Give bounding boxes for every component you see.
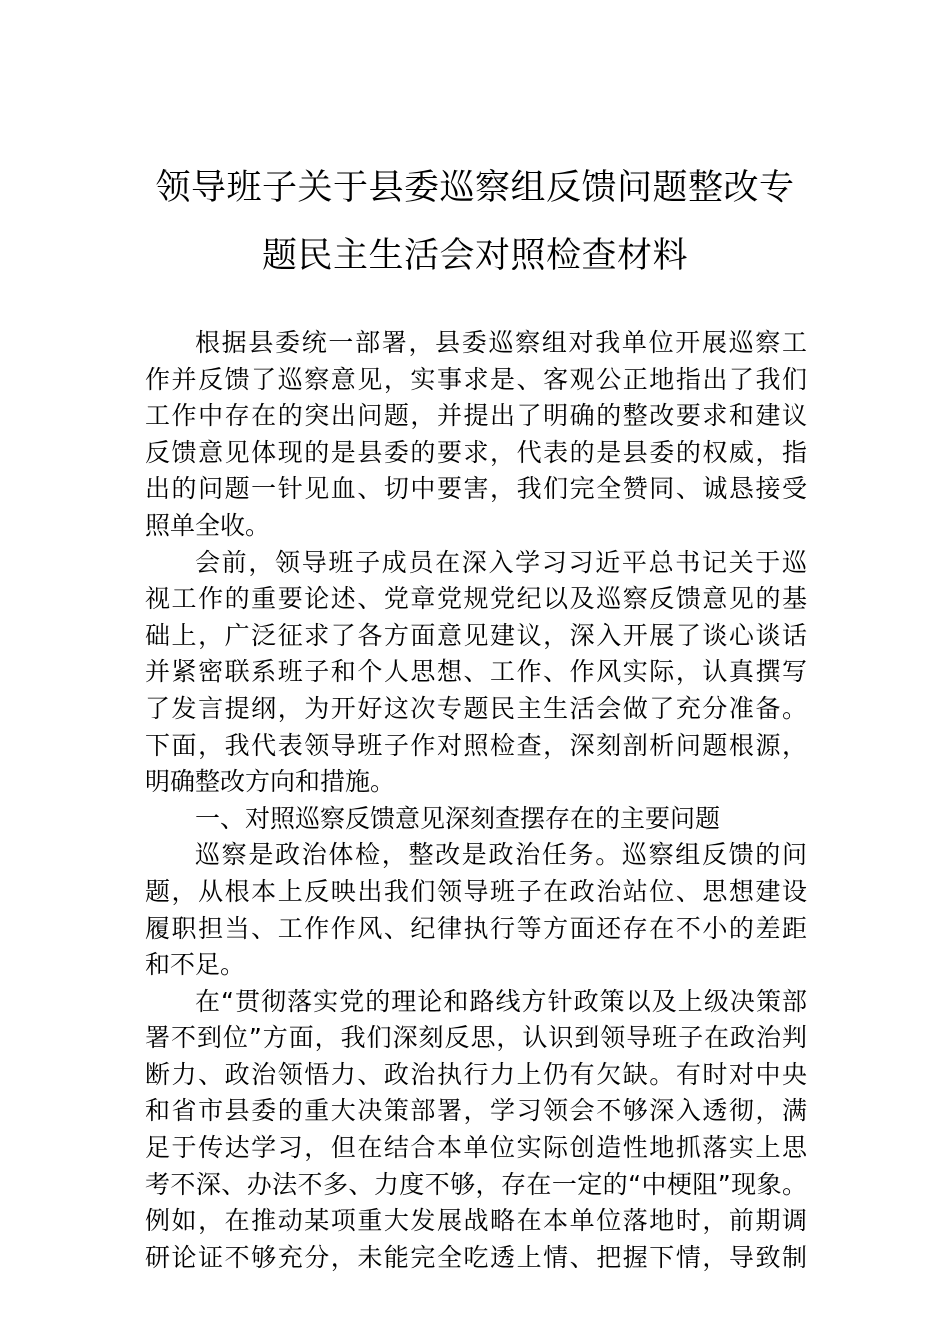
body-text-line: 会前，领导班子成员在深入学习习近平总书记关于巡 [195, 547, 807, 577]
document-title-line-1: 领导班子关于县委巡察组反馈问题整改专 [155, 168, 795, 208]
document-title-line-2: 题民主生活会对照检查材料 [261, 236, 688, 276]
body-text-line: 研论证不够充分，未能完全吃透上情、把握下情，导致制 [145, 1242, 807, 1272]
body-text-line: 照单全收。 [145, 510, 271, 540]
body-text-line: 署不到位”方面，我们深刻反思，认识到领导班子在政治判 [145, 1023, 807, 1053]
body-text-line: 例如，在推动某项重大发展战略在本单位落地时，前期调 [145, 1206, 807, 1236]
body-text-line: 视工作的重要论述、党章党规党纪以及巡察反馈意见的基 [145, 584, 807, 614]
document-body [145, 325, 807, 1276]
body-text-line: 考不深、办法不多、力度不够，存在一定的“中梗阻”现象。 [145, 1169, 807, 1199]
body-text-line: 下面，我代表领导班子作对照检查，深刻剖析问题根源， [145, 730, 807, 760]
body-text-line: 作并反馈了巡察意见，实事求是、客观公正地指出了我们 [145, 364, 807, 394]
body-text-line: 在“贯彻落实党的理论和路线方针政策以及上级决策部 [195, 986, 807, 1016]
body-text-line: 和省市县委的重大决策部署，学习领会不够深入透彻，满 [145, 1096, 807, 1126]
body-text-line: 巡察是政治体检，整改是政治任务。巡察组反馈的问 [195, 840, 807, 870]
body-text-line: 断力、政治领悟力、政治执行力上仍有欠缺。有时对中央 [145, 1059, 807, 1089]
body-text-line: 履职担当、工作作风、纪律执行等方面还存在不小的差距 [145, 913, 807, 943]
body-text-line: 工作中存在的突出问题，并提出了明确的整改要求和建议 [145, 401, 807, 431]
body-text-line: 础上，广泛征求了各方面意见建议，深入开展了谈心谈话 [145, 620, 807, 650]
body-text-line: 根据县委统一部署，县委巡察组对我单位开展巡察工 [195, 328, 807, 357]
body-text-line: 和不足。 [145, 950, 246, 980]
body-text-line: 并紧密联系班子和个人思想、工作、作风实际，认真撰写 [145, 657, 807, 687]
body-text-line: 一、对照巡察反馈意见深刻查摆存在的主要问题 [195, 803, 721, 833]
body-text-line: 题，从根本上反映出我们领导班子在政治站位、思想建设 [145, 876, 807, 906]
body-text-line: 足于传达学习，但在结合本单位实际创造性地抓落实上思 [145, 1133, 807, 1163]
body-text-line: 明确整改方向和措施。 [145, 767, 396, 797]
body-text-line: 了发言提纲，为开好这次专题民主生活会做了充分准备。 [145, 693, 807, 723]
body-text-line: 出的问题一针见血、切中要害，我们完全赞同、诚恳接受 [145, 474, 807, 504]
body-text-line: 反馈意见体现的是县委的要求，代表的是县委的权威，指 [145, 437, 807, 467]
